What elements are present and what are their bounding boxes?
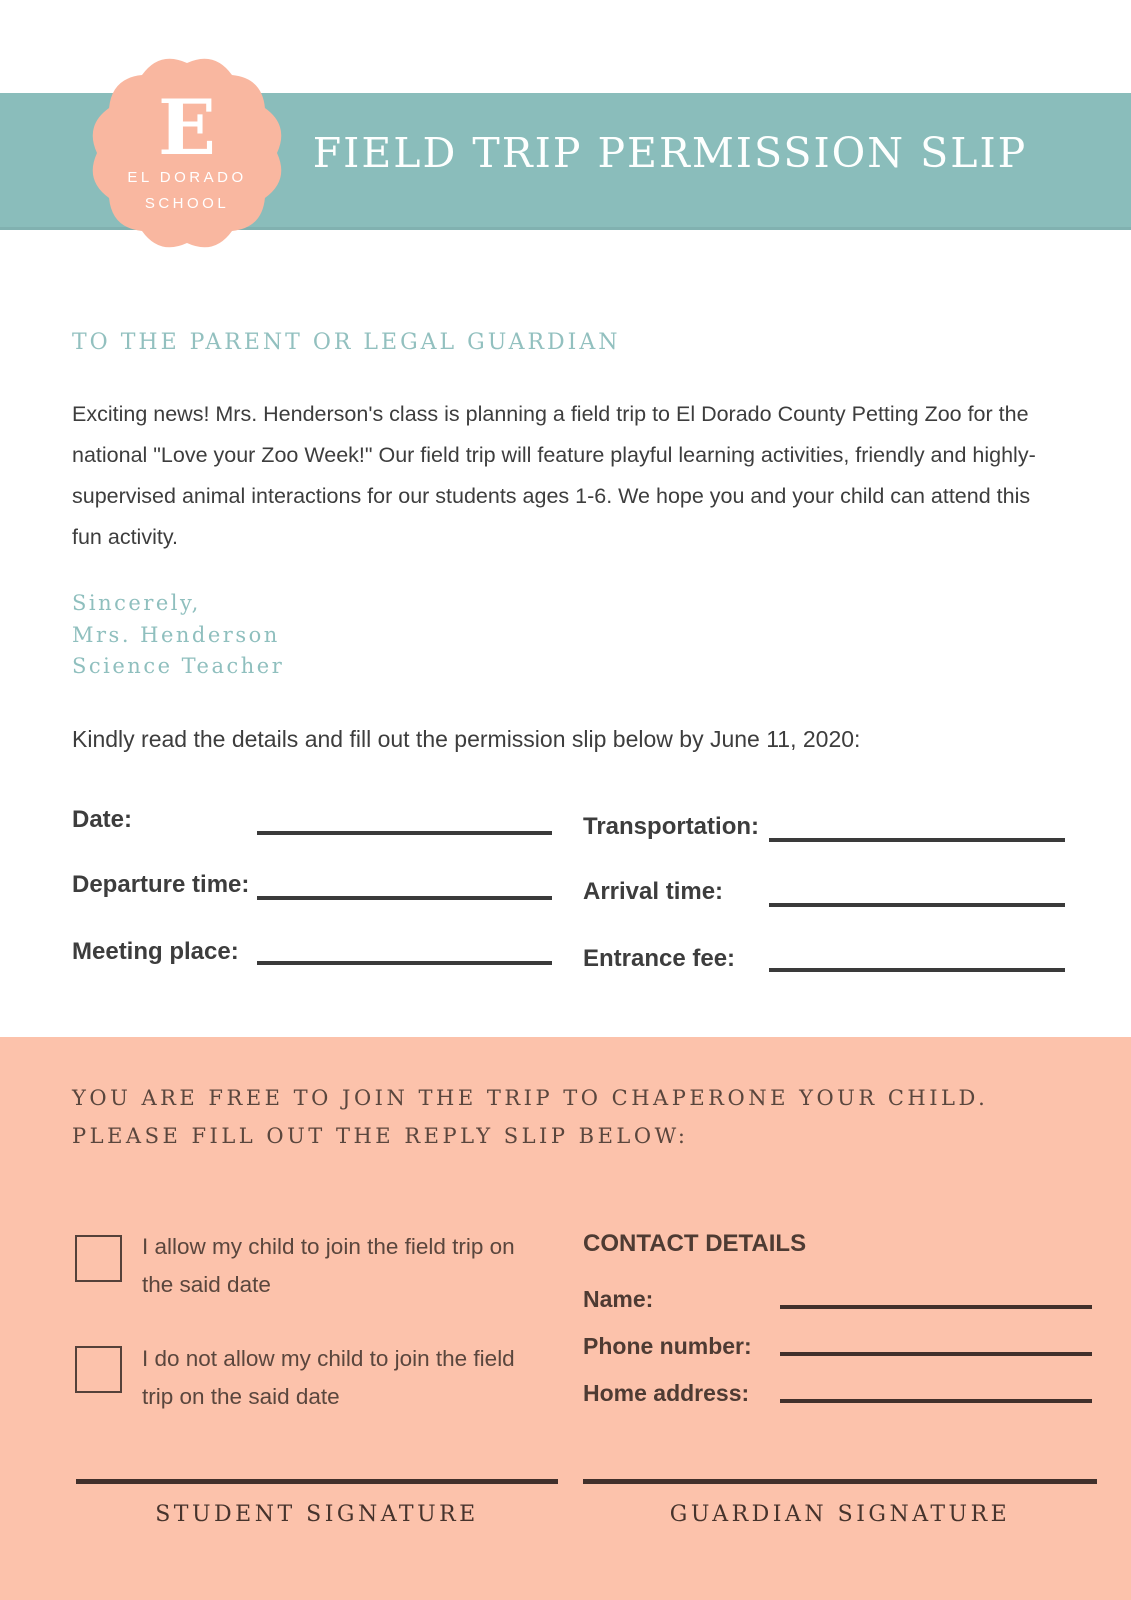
entrance-fee-field-label: Entrance fee:: [583, 945, 736, 972]
guardian-signature-label: GUARDIAN SIGNATURE: [669, 1502, 1011, 1527]
allow-option-label: I allow my child to join the field trip on the said date: [142, 1234, 515, 1297]
school-name-line2: SCHOOL: [144, 195, 230, 212]
signoff-block: [72, 588, 284, 683]
name-field-line[interactable]: [780, 1305, 1092, 1309]
disallow-option-label: I do not allow my child to join the field trip on the said date: [142, 1346, 515, 1409]
departure-time-field-line[interactable]: [257, 896, 552, 900]
student-signature-label: STUDENT SIGNATURE: [155, 1502, 479, 1527]
date-field-label: Date:: [72, 806, 133, 833]
signoff-sincerely: Sincerely,: [72, 591, 201, 615]
instruction-line: Kindly read the details and fill out the permission slip below by June 11, 2020:: [72, 726, 861, 752]
page-title: FIELD TRIP PERMISSION SLIP: [312, 129, 1028, 177]
school-name-line1: EL DORADO: [127, 169, 247, 186]
phone-number-field-label: Phone number:: [583, 1333, 752, 1359]
contact-details-heading: CONTACT DETAILS: [583, 1230, 807, 1257]
meeting-place-field-line[interactable]: [257, 961, 552, 965]
intro-paragraph: Exciting news! Mrs. Henderson's class is planning a field trip to El Dorado County Petting Zoo for the national "Love your Zoo Week!" Our field trip will feature playful learning activities, friendly and highly-supervised animal interactions for our students ages 1-6. We hope you and your child can attend this fun activity.: [72, 402, 1036, 549]
school-logo-initial: E: [158, 83, 216, 172]
meeting-place-field-label: Meeting place:: [72, 938, 239, 965]
date-field-line[interactable]: [257, 831, 552, 835]
signoff-teacher-role: Science Teacher: [72, 654, 285, 678]
entrance-fee-field-line[interactable]: [769, 968, 1065, 972]
departure-time-field-label: Departure time:: [72, 871, 250, 898]
student-signature-line[interactable]: [76, 1479, 558, 1484]
reply-section-heading: [72, 1080, 1072, 1155]
salutation-heading: TO THE PARENT OR LEGAL GUARDIAN: [72, 330, 621, 355]
school-logo-badge: [79, 45, 295, 261]
arrival-time-field-label: Arrival time:: [583, 878, 724, 905]
name-field-label: Name:: [583, 1286, 654, 1312]
disallow-option-checkbox[interactable]: [75, 1346, 122, 1393]
home-address-field-line[interactable]: [780, 1399, 1092, 1403]
signoff-teacher-name: Mrs. Henderson: [72, 622, 280, 647]
transportation-field-label: Transportation:: [583, 813, 760, 840]
guardian-signature-line[interactable]: [583, 1479, 1097, 1484]
transportation-field-line[interactable]: [769, 838, 1065, 842]
arrival-time-field-line[interactable]: [769, 903, 1065, 907]
home-address-field-label: Home address:: [583, 1380, 750, 1406]
phone-number-field-line[interactable]: [780, 1352, 1092, 1356]
reply-heading-line1: YOU ARE FREE TO JOIN THE TRIP TO CHAPERONE YOUR CHILD.: [72, 1086, 989, 1110]
allow-option-checkbox[interactable]: [75, 1235, 122, 1282]
reply-heading-line2: PLEASE FILL OUT THE REPLY SLIP BELOW:: [72, 1123, 689, 1148]
